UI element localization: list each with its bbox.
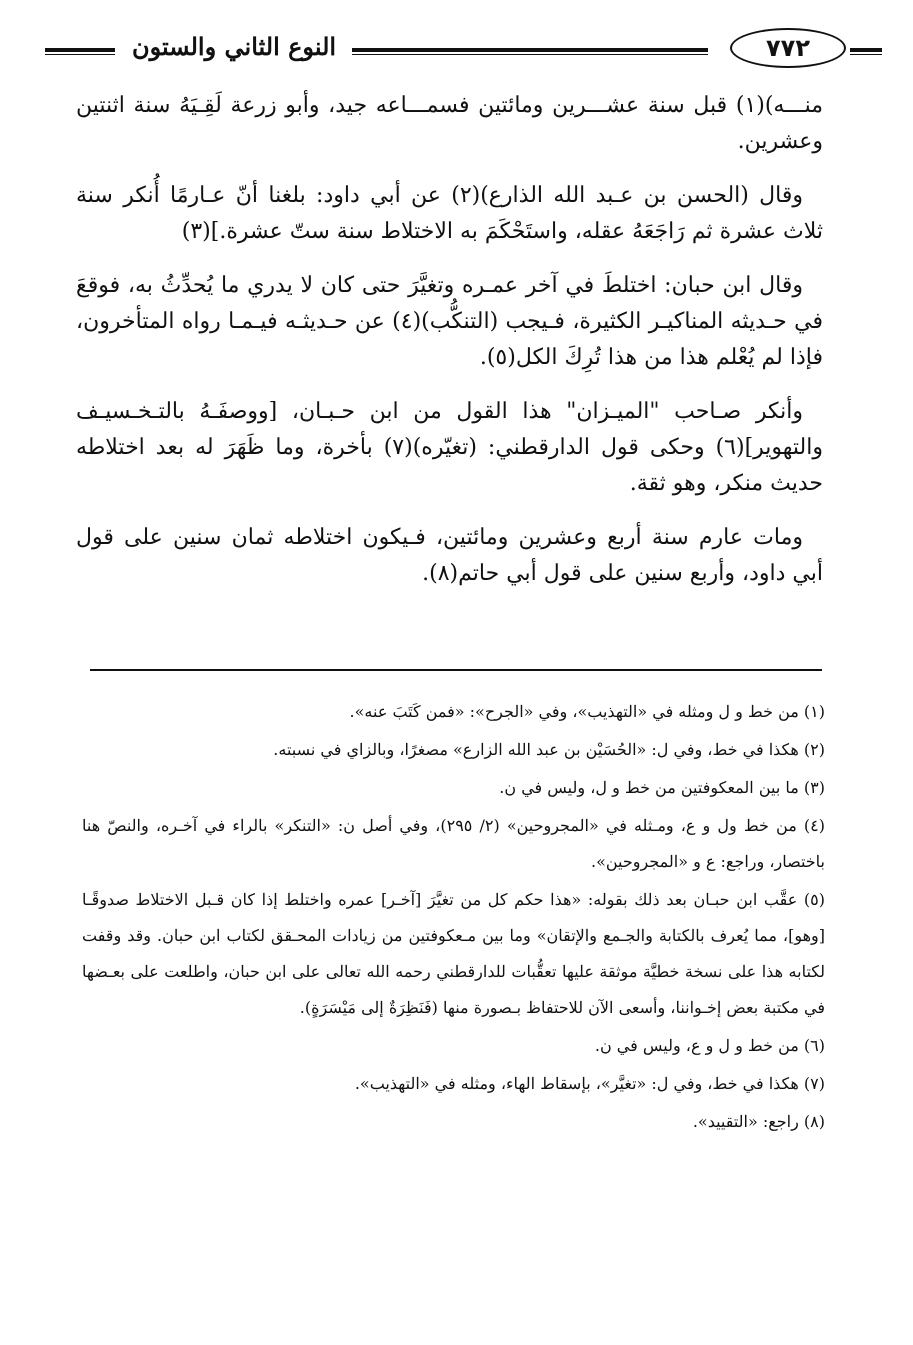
footnote: (٢) هكذا في خط، وفي ل: «الحُسَيْن بن عبد الله الزارع» مصغرًا، وبالزاي في نسبته. <box>273 740 825 759</box>
footnote: (١) من خط و ل ومثله في «التهذيب»، وفي «الجرح»: «فمن كَتَبَ عنه». <box>349 702 825 721</box>
footnote: (٧) هكذا في خط، وفي ل: «تغيَّر»، بإسقاط الهاء، ومثله في «التهذيب». <box>354 1074 825 1093</box>
paragraph: ومات عارم سنة أربع وعشرين ومائتين، فـيكون اختلاطه ثمان سنين على قول أبي داود، وأربع سنين على قول أبي حاتم(٨). <box>76 525 823 586</box>
header-rule-right <box>850 48 882 55</box>
footnote: (٤) من خط ول و ع، ومـثله في «المجروحين» (٢/ ٢٩٥)، وفي أصل ن: «التنكر» بالراء في آخـره، والنصّ هنا باختصار، وراجع: ع و «المجروحين». <box>82 816 825 871</box>
header-rule-middle <box>352 48 708 55</box>
paragraph: وقال ابن حبان: اختلطَ في آخر عمـره وتغيَّرَ حتى كان لا يدري ما يُحدِّثُ به، فوقعَ في حـديثه المناكيـر الكثيرة، فـيجب (التنكُّب)(٤) عن حـديثـه فيـمـا رواه المتأخرون، فإذا لم يُعْلم هذا من هذا تُرِكَ الكل(٥). <box>76 273 823 370</box>
page-number: ٧٧٢ <box>730 28 846 68</box>
footnote-separator <box>90 669 822 671</box>
header-rule-left <box>45 48 115 55</box>
footnote: (٣) ما بين المعكوفتين من خط و ل، وليس في ن. <box>499 778 825 797</box>
paragraph: منـــه)(١) قبل سنة عشـــرين ومائتين فسمـــاعه جيد، وأبو زرعة لَقِـيَهُ سنة اثنتين وعشرين. <box>76 93 823 154</box>
chapter-title: النوع الثاني والستون <box>131 32 337 61</box>
footnote: (٦) من خط و ل و ع، وليس في ن. <box>594 1036 825 1055</box>
main-text <box>76 88 823 610</box>
footnotes <box>82 694 825 1142</box>
footnote: (٥) عقَّب ابن حبـان بعد ذلك بقوله: «هذا حكم كل من تغيَّرَ [آخـر] عمره واختلط إذا كان قـبل الاختلاط صدوقًـا [وهو]، مما يُعرف بالكتابة والجـمع والإتقان» وما بين مـعكوفتين من زيادات المحـقق لكتاب ابن حبان. وقد وقفت لكتابه هذا على نسخة خطيَّة موثقة عليها تعقُّبات للدارقطني رحمه الله تعالى على ابن حبان، واطلعت على بعـضها في مكتبة بعض إخـواننا، وأسعى الآن للاحتفاظ بـصورة منها (فَنَظِرَةٌ إلى مَيْسَرَةٍ). <box>82 890 825 1017</box>
paragraph: وقال (الحسن بن عـبد الله الذارع)(٢) عن أبي داود: بلغنا أنّ عـارمًا أُنكر سنة ثلاث عشرة ثم رَاجَعَهُ عقله، واستَحْكَمَ به الاختلاط سنة ستّ عشرة.](٣) <box>76 183 823 244</box>
footnote: (٨) راجع: «التقييد». <box>692 1112 825 1131</box>
paragraph: وأنكر صـاحب "الميـزان" هذا القول من ابن حـبـان، [ووصفَـهُ بالتـخـسيـف والتهوير](٦) وحكى قول الدارقطني: (تغيّره)(٧) بأخرة، وما ظَهَرَ له بعد اختلاطه حديث منكر، وهو ثقة. <box>76 399 823 496</box>
page-header <box>40 28 880 72</box>
